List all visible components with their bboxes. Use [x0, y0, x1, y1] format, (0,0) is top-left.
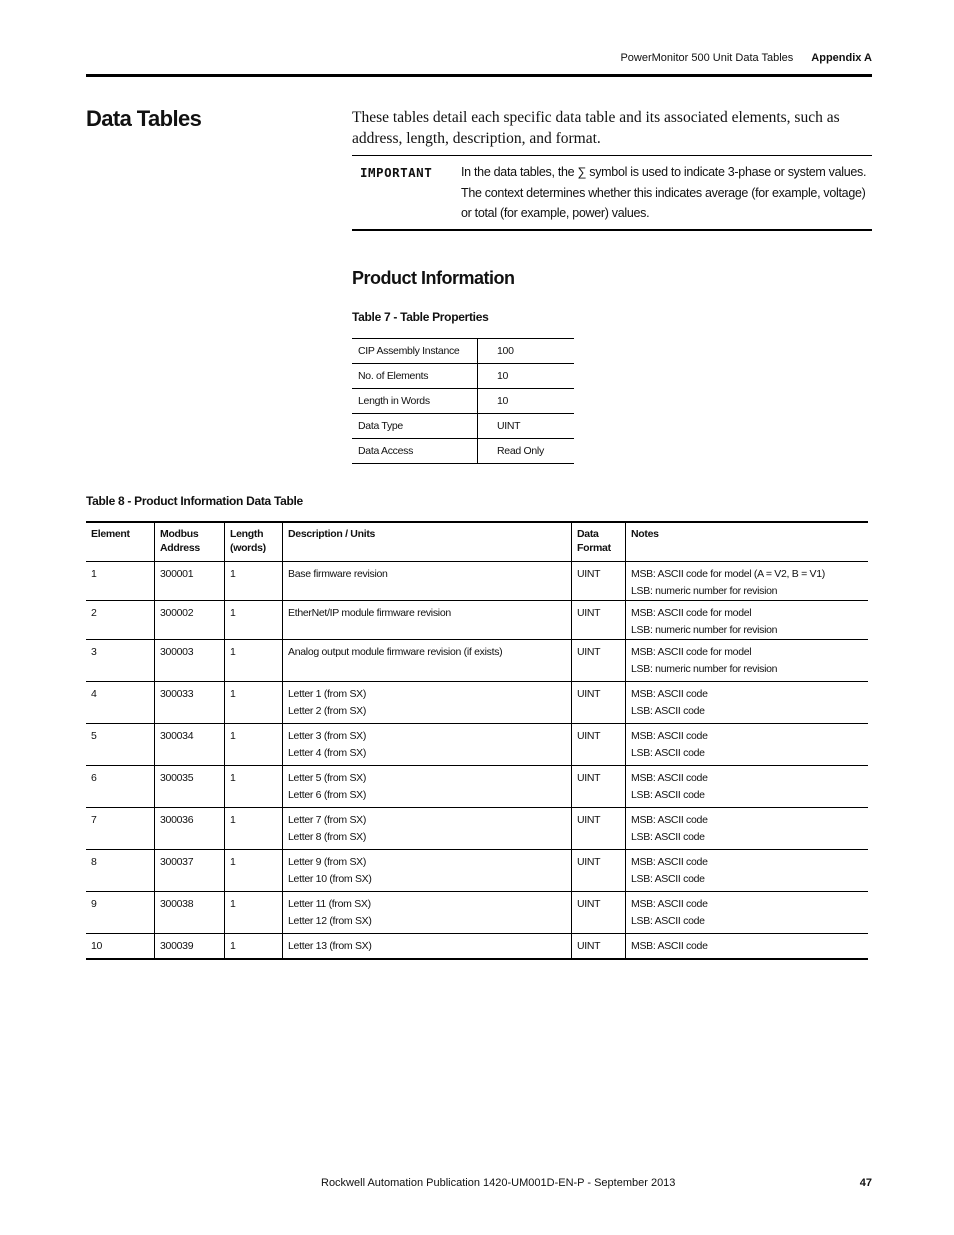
- cell-data-format-line: UINT: [577, 688, 601, 700]
- cell-length: [225, 850, 283, 892]
- cell-element: [86, 934, 155, 959]
- cell-notes: [626, 766, 869, 808]
- table-row: [86, 562, 868, 601]
- cell-data-format-line: UINT: [577, 646, 601, 658]
- cell-data-format: [572, 808, 626, 850]
- cell-data-format-line: UINT: [577, 856, 601, 868]
- cell-length: [225, 724, 283, 766]
- property-name: CIP Assembly Instance: [352, 339, 478, 364]
- cell-description: [283, 601, 572, 640]
- cell-description-line: Analog output module firmware revision (if exists): [288, 646, 503, 658]
- cell-length-line: 1: [230, 568, 236, 580]
- cell-element: [86, 640, 155, 682]
- important-text: In the data tables, the ∑ symbol is used to indicate 3-phase or system values. The context determines whether this indicates average (for example, voltage) or total (for example, power) values.: [461, 165, 867, 220]
- cell-description-line: Letter 13 (from SX): [288, 940, 372, 952]
- cell-element: [86, 724, 155, 766]
- table-row: [86, 850, 868, 892]
- cell-modbus-address: [155, 724, 225, 766]
- cell-data-format: [572, 724, 626, 766]
- cell-modbus-address-line: 300001: [160, 568, 194, 580]
- cell-notes: [626, 850, 869, 892]
- header-length: Length (words): [225, 522, 283, 562]
- cell-data-format: [572, 850, 626, 892]
- cell-notes: [626, 562, 869, 601]
- cell-length: [225, 682, 283, 724]
- cell-length: [225, 808, 283, 850]
- cell-modbus-address: [155, 892, 225, 934]
- cell-data-format: [572, 766, 626, 808]
- cell-length-line: 1: [230, 688, 236, 700]
- cell-data-format-line: UINT: [577, 568, 601, 580]
- cell-length-line: 1: [230, 730, 236, 742]
- cell-element-line: 3: [91, 646, 97, 658]
- cell-description: [283, 562, 572, 601]
- cell-data-format: [572, 934, 626, 959]
- section-heading-product-information: Product Information: [352, 268, 515, 288]
- cell-length-line: 1: [230, 898, 236, 910]
- cell-length-line: 1: [230, 607, 236, 619]
- cell-description-line: Letter 10 (from SX): [288, 873, 372, 885]
- cell-element-line: 5: [91, 730, 97, 742]
- cell-notes-line: LSB: ASCII code: [631, 915, 705, 927]
- cell-description: [283, 682, 572, 724]
- cell-data-format: [572, 601, 626, 640]
- cell-modbus-address: [155, 934, 225, 959]
- cell-modbus-address-line: 300036: [160, 814, 194, 826]
- cell-modbus-address: [155, 850, 225, 892]
- cell-notes-line: LSB: ASCII code: [631, 789, 705, 801]
- cell-notes: [626, 724, 869, 766]
- header-section-title: PowerMonitor 500 Unit Data Tables: [620, 52, 794, 64]
- table8-caption: Table 8 - Product Information Data Table: [86, 494, 303, 508]
- cell-description-line: Letter 1 (from SX): [288, 688, 367, 700]
- cell-modbus-address: [155, 766, 225, 808]
- cell-notes-line: MSB: ASCII code: [631, 814, 708, 826]
- property-value: 10: [478, 389, 575, 414]
- cell-description-line: Letter 4 (from SX): [288, 747, 367, 759]
- cell-description-line: Letter 11 (from SX): [288, 898, 371, 910]
- cell-notes: [626, 601, 869, 640]
- important-label: IMPORTANT: [360, 165, 433, 180]
- table-row: [86, 808, 868, 850]
- page-title: Data Tables: [86, 106, 202, 131]
- cell-notes-line: MSB: ASCII code: [631, 730, 708, 742]
- cell-modbus-address-line: 300035: [160, 772, 194, 784]
- header-description: Description / Units: [283, 522, 572, 562]
- cell-modbus-address: [155, 682, 225, 724]
- cell-notes-line: MSB: ASCII code: [631, 856, 708, 868]
- table-header-row: [86, 522, 868, 562]
- cell-modbus-address: [155, 601, 225, 640]
- cell-description-line: EtherNet/IP module firmware revision: [288, 607, 451, 619]
- property-row: [352, 439, 574, 464]
- cell-notes-line: MSB: ASCII code: [631, 898, 708, 910]
- table-row: [86, 892, 868, 934]
- cell-data-format: [572, 892, 626, 934]
- cell-notes-line: MSB: ASCII code for model: [631, 646, 752, 658]
- cell-notes: [626, 640, 869, 682]
- table-row: [86, 640, 868, 682]
- property-name: Data Type: [352, 414, 478, 439]
- cell-element: [86, 601, 155, 640]
- cell-description: [283, 892, 572, 934]
- header-rule: [86, 74, 872, 77]
- cell-data-format-line: UINT: [577, 940, 601, 952]
- property-name: Data Access: [352, 439, 478, 464]
- cell-data-format: [572, 682, 626, 724]
- cell-notes-line: LSB: ASCII code: [631, 831, 705, 843]
- cell-modbus-address-line: 300034: [160, 730, 194, 742]
- cell-length-line: 1: [230, 646, 236, 658]
- cell-notes-line: MSB: ASCII code: [631, 940, 708, 952]
- cell-modbus-address: [155, 562, 225, 601]
- property-value: 100: [478, 339, 575, 364]
- cell-description-line: Letter 2 (from SX): [288, 705, 367, 717]
- table-row: [86, 682, 868, 724]
- page-number: 47: [859, 1177, 872, 1189]
- cell-description: [283, 850, 572, 892]
- intro-paragraph: These tables detail each specific data table and its associated elements, such as address, length, description, and format.: [352, 109, 840, 147]
- cell-length-line: 1: [230, 856, 236, 868]
- cell-notes-line: MSB: ASCII code for model (A = V2, B = V1): [631, 568, 825, 580]
- cell-element-line: 2: [91, 607, 97, 619]
- cell-length: [225, 766, 283, 808]
- cell-data-format-line: UINT: [577, 898, 601, 910]
- cell-description: [283, 724, 572, 766]
- cell-description-line: Base firmware revision: [288, 568, 388, 580]
- cell-length: [225, 892, 283, 934]
- cell-element: [86, 850, 155, 892]
- running-header: [86, 52, 872, 68]
- table7-caption: Table 7 - Table Properties: [352, 310, 489, 324]
- cell-notes-line: LSB: numeric number for revision: [631, 585, 778, 597]
- cell-description-line: Letter 12 (from SX): [288, 915, 372, 927]
- cell-description-line: Letter 6 (from SX): [288, 789, 367, 801]
- cell-notes-line: MSB: ASCII code: [631, 772, 708, 784]
- cell-modbus-address-line: 300038: [160, 898, 194, 910]
- table-properties: [352, 338, 574, 464]
- property-value: Read Only: [478, 439, 575, 464]
- cell-modbus-address: [155, 808, 225, 850]
- header-element: Element: [86, 522, 155, 562]
- cell-data-format-line: UINT: [577, 814, 601, 826]
- property-name: Length in Words: [352, 389, 478, 414]
- cell-description: [283, 808, 572, 850]
- cell-length-line: 1: [230, 940, 236, 952]
- cell-notes: [626, 682, 869, 724]
- cell-element-line: 10: [91, 940, 103, 952]
- table-row: [86, 934, 868, 959]
- property-row: [352, 389, 574, 414]
- cell-length: [225, 601, 283, 640]
- cell-modbus-address: [155, 640, 225, 682]
- cell-description: [283, 640, 572, 682]
- footer-publication: Rockwell Automation Publication 1420-UM001D-EN-P - September 2013: [321, 1177, 676, 1189]
- header-modbus-address: Modbus Address: [155, 522, 225, 562]
- table-row: [86, 724, 868, 766]
- cell-length: [225, 562, 283, 601]
- cell-element-line: 1: [91, 568, 97, 580]
- cell-notes: [626, 808, 869, 850]
- cell-element-line: 6: [91, 772, 97, 784]
- cell-element: [86, 808, 155, 850]
- cell-length: [225, 640, 283, 682]
- cell-notes-line: LSB: numeric number for revision: [631, 663, 778, 675]
- header-notes: Notes: [626, 522, 869, 562]
- property-row: [352, 414, 574, 439]
- table-row: [86, 766, 868, 808]
- cell-length-line: 1: [230, 772, 236, 784]
- cell-modbus-address-line: 300003: [160, 646, 194, 658]
- cell-description-line: Letter 3 (from SX): [288, 730, 367, 742]
- cell-modbus-address-line: 300002: [160, 607, 194, 619]
- cell-notes-line: MSB: ASCII code for model: [631, 607, 752, 619]
- cell-modbus-address-line: 300037: [160, 856, 194, 868]
- header-data-format: Data Format: [572, 522, 626, 562]
- cell-description-line: Letter 9 (from SX): [288, 856, 367, 868]
- cell-length: [225, 934, 283, 959]
- cell-element-line: 4: [91, 688, 97, 700]
- property-row: [352, 339, 574, 364]
- cell-notes-line: MSB: ASCII code: [631, 688, 708, 700]
- cell-data-format: [572, 640, 626, 682]
- cell-description-line: Letter 7 (from SX): [288, 814, 367, 826]
- important-note: [352, 155, 872, 231]
- cell-notes: [626, 934, 869, 959]
- cell-element: [86, 892, 155, 934]
- table-row: [86, 601, 868, 640]
- cell-description-line: Letter 5 (from SX): [288, 772, 367, 784]
- cell-description-line: Letter 8 (from SX): [288, 831, 367, 843]
- cell-element-line: 9: [91, 898, 97, 910]
- cell-element: [86, 682, 155, 724]
- cell-data-format: [572, 562, 626, 601]
- cell-data-format-line: UINT: [577, 772, 601, 784]
- cell-element-line: 7: [91, 814, 97, 826]
- cell-notes-line: LSB: ASCII code: [631, 747, 705, 759]
- product-information-table: [86, 521, 868, 960]
- cell-notes: [626, 892, 869, 934]
- header-appendix: Appendix A: [811, 52, 872, 64]
- cell-description: [283, 766, 572, 808]
- property-row: [352, 364, 574, 389]
- property-name: No. of Elements: [352, 364, 478, 389]
- property-value: UINT: [478, 414, 575, 439]
- cell-notes-line: LSB: ASCII code: [631, 705, 705, 717]
- cell-element: [86, 766, 155, 808]
- cell-data-format-line: UINT: [577, 730, 601, 742]
- cell-notes-line: LSB: ASCII code: [631, 873, 705, 885]
- cell-data-format-line: UINT: [577, 607, 601, 619]
- cell-length-line: 1: [230, 814, 236, 826]
- cell-notes-line: LSB: numeric number for revision: [631, 624, 778, 636]
- cell-element-line: 8: [91, 856, 97, 868]
- cell-description: [283, 934, 572, 959]
- cell-modbus-address-line: 300039: [160, 940, 194, 952]
- property-value: 10: [478, 364, 575, 389]
- cell-element: [86, 562, 155, 601]
- cell-modbus-address-line: 300033: [160, 688, 194, 700]
